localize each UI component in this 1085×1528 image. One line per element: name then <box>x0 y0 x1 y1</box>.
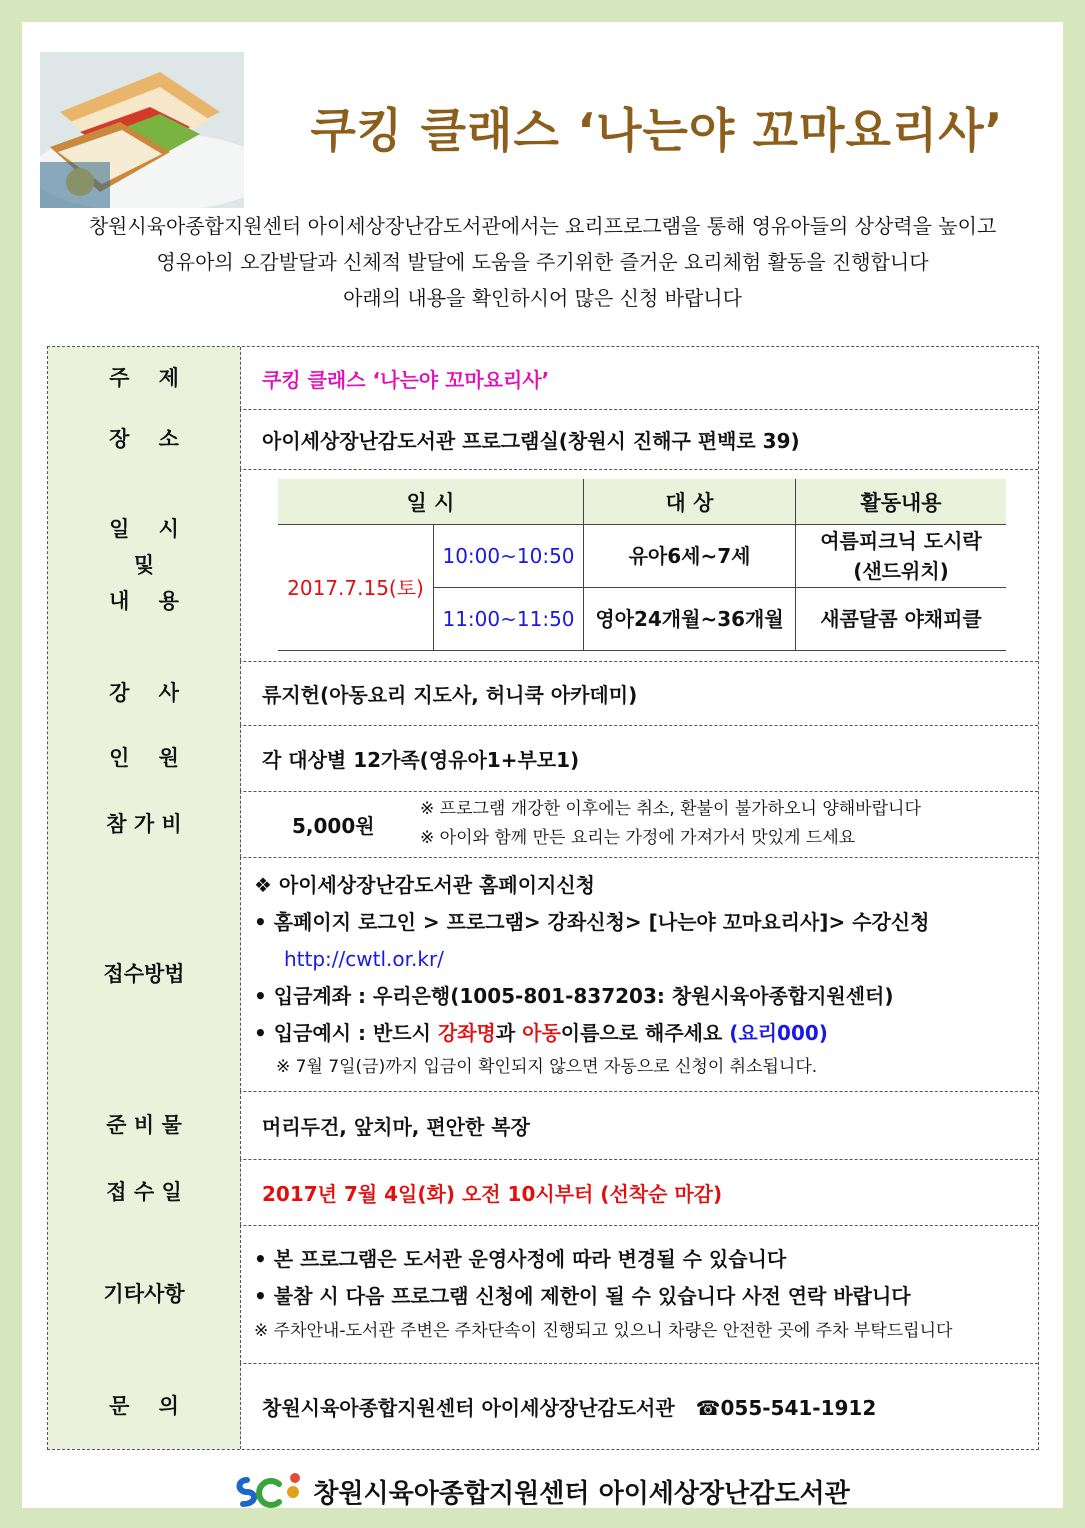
schedule-time: 10:00~10:50 <box>434 525 584 588</box>
footer-org <box>22 1470 1063 1519</box>
reg-line-path: • 홈페이지 로그인 > 프로그램> 강좌신청> [나는야 꼬마요리사]> 수강신청 <box>254 909 930 934</box>
label-place: 장 소 <box>48 409 241 469</box>
value-place: 아이세상장난감도서관 프로그램실(창원시 진해구 편백로 39) <box>262 428 800 453</box>
label-supplies: 준 비 물 <box>48 1091 241 1159</box>
etc-line: • 본 프로그램은 도서관 운영사정에 따라 변경될 수 있습니다 <box>254 1247 787 1271</box>
intro-line: 아래의 내용을 확인하시어 많은 신청 바랍니다 <box>343 286 742 310</box>
label-registration: 접수방법 <box>48 857 241 1091</box>
row-supplies <box>48 1091 1038 1160</box>
reg-example-prefix: • 입금예시 : 반드시 <box>254 1020 438 1045</box>
schedule-header-activity: 활동내용 <box>796 479 1006 525</box>
info-table <box>47 346 1039 1450</box>
schedule-header-target: 대 상 <box>584 479 796 525</box>
reg-line-account: • 입금계좌 : 우리은행(1005-801-837203: 창원시육아종합지원센터) <box>254 983 894 1008</box>
schedule-date: 2017.7.15(토) <box>278 525 434 651</box>
row-subject <box>48 347 1038 410</box>
row-schedule <box>48 469 1038 662</box>
fee-notes <box>420 795 921 853</box>
reg-line-example <box>254 1015 929 1052</box>
fee-note: ※ 프로그램 개강한 이후에는 취소, 환불이 불가하오니 양해바랍니다 <box>420 799 921 819</box>
intro-text <box>22 208 1063 316</box>
reg-example-mid1: 과 <box>495 1020 523 1045</box>
value-etc <box>254 1225 1024 1363</box>
label-subject: 주 제 <box>48 347 241 409</box>
value-capacity: 각 대상별 12가족(영유아1+부모1) <box>262 747 580 772</box>
row-instructor <box>48 661 1038 726</box>
reg-example-course: 강좌명 <box>437 1020 496 1045</box>
row-contact <box>48 1363 1038 1449</box>
value-fee: 5,000원 <box>292 813 375 838</box>
sandwich-photo <box>40 52 244 208</box>
value-subject: 쿠킹 클래스 ‘나는야 꼬마요리사’ <box>262 367 550 392</box>
label-fee: 참 가 비 <box>48 791 241 857</box>
schedule-time: 11:00~11:50 <box>434 588 584 651</box>
label-reg-date: 접 수 일 <box>48 1159 241 1225</box>
row-registration <box>48 857 1038 1092</box>
row-capacity <box>48 725 1038 792</box>
row-reg-date <box>48 1159 1038 1226</box>
footer-org-name: 창원시육아종합지원센터 아이세상장난감도서관 <box>313 1479 850 1509</box>
schedule-activity: 여름피크닉 도시락 (샌드위치) <box>796 525 1006 588</box>
reg-note: ※ 7월 7일(금)까지 입금이 확인되지 않으면 자동으로 신청이 취소됩니다. <box>276 1056 818 1077</box>
intro-line: 창원시육아종합지원센터 아이세상장난감도서관에서는 요리프로그램을 통해 영유아들의 상상력을 높이고 <box>88 214 997 238</box>
etc-note: ※ 주차안내-도서관 주변은 주차단속이 진행되고 있으니 차량은 안전한 곳에 주차 부탁드립니다 <box>254 1321 953 1341</box>
schedule-target: 유아6세~7세 <box>584 525 796 588</box>
etc-line: • 불참 시 다음 프로그램 신청에 제한이 될 수 있습니다 사전 연락 바랍니다 <box>254 1284 911 1308</box>
reg-url-link[interactable]: http://cwtl.or.kr/ <box>284 946 444 971</box>
label-etc: 기타사항 <box>48 1225 241 1363</box>
value-instructor: 류지헌(아동요리 지도사, 허니쿡 아카데미) <box>262 682 638 707</box>
reg-example-mid2: 이름으로 해주세요 <box>560 1020 730 1045</box>
reg-example-child: 아동 <box>522 1020 561 1045</box>
reg-example-sample: (요리000) <box>729 1020 828 1045</box>
poster <box>22 22 1063 1508</box>
reg-line-homepage: ❖ 아이세상장난감도서관 홈페이지신청 <box>254 872 595 897</box>
intro-line: 영유아의 오감발달과 신체적 발달에 도움을 주기위한 즐거운 요리체험 활동을 진행합니다 <box>156 250 929 274</box>
row-etc <box>48 1225 1038 1364</box>
label-instructor: 강 사 <box>48 661 241 725</box>
center-logo-icon <box>235 1470 307 1519</box>
row-fee <box>48 791 1038 858</box>
schedule-activity: 새콤달콤 야채피클 <box>796 588 1006 651</box>
label-capacity: 인 원 <box>48 725 241 791</box>
schedule-header-time: 일 시 <box>278 479 584 525</box>
value-contact: 창원시육아종합지원센터 아이세상장난감도서관 ☎055-541-1912 <box>262 1395 877 1420</box>
value-registration <box>254 857 1024 1091</box>
label-contact: 문 의 <box>48 1363 241 1449</box>
value-supplies: 머리두건, 앞치마, 편안한 복장 <box>262 1114 530 1139</box>
page-title: 쿠킹 클래스 ‘나는야 꼬마요리사’ <box>310 104 1004 159</box>
schedule-table <box>278 479 1006 651</box>
row-place <box>48 409 1038 470</box>
sandwich-icon <box>40 52 244 208</box>
value-reg-date: 2017년 7월 4일(화) 오전 10시부터 (선착순 마감) <box>262 1181 723 1206</box>
schedule-target: 영아24개월~36개월 <box>584 588 796 651</box>
fee-note: ※ 아이와 함께 만든 요리는 가정에 가져가서 맛있게 드세요 <box>420 828 856 848</box>
label-schedule: 일 시 및 내 용 <box>48 469 241 661</box>
